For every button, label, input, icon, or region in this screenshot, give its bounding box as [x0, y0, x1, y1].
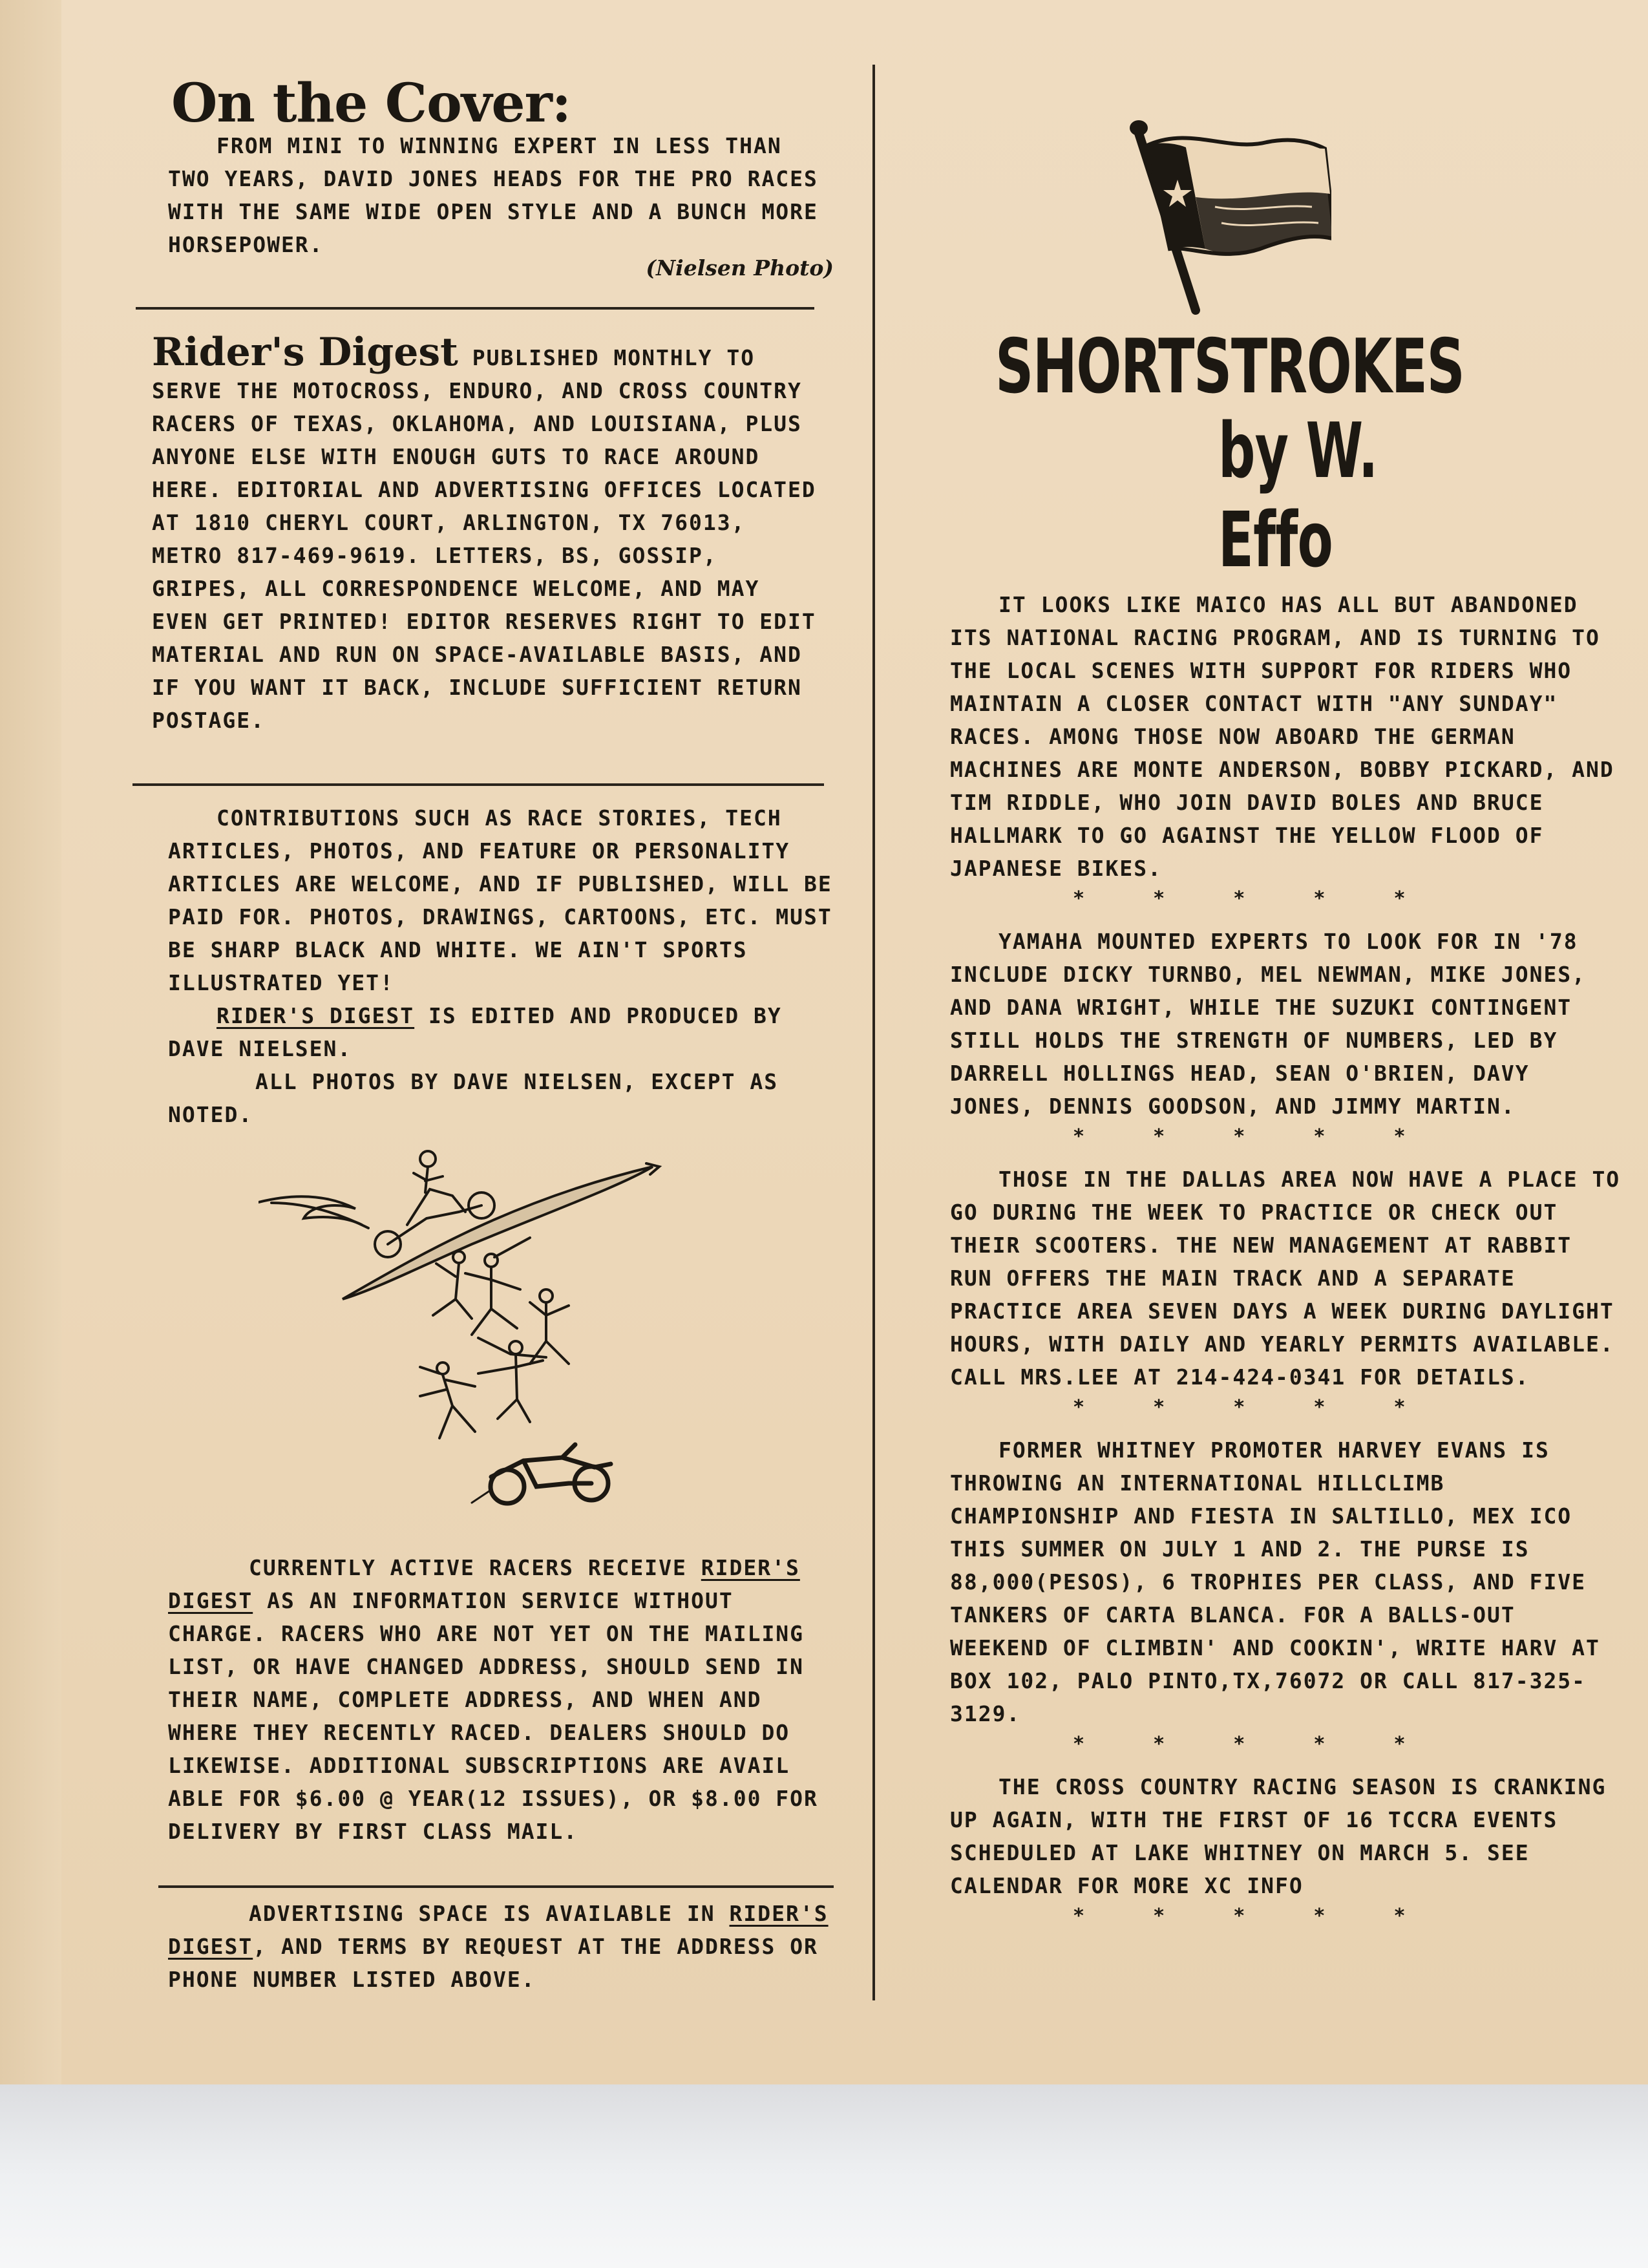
news-item: THOSE IN THE DALLAS AREA NOW HAVE A PLACE TO GO DURING THE WEEK TO PRACTICE OR CHECK OUT THEIR SCOOTERS. THE NEW MANAGEMENT AT RABBIT RUN OFFERS THE MAIN TRACK AND A SEPARATE PRACTICE AREA SEVEN DAYS A WEEK DURING DAYLIGHT HOURS, WITH DAILY AND YEARLY PERMITS AVAILABLE. CALL MRS.LEE AT 214-424-0341 FOR DETAILS. — [950, 1167, 1621, 1390]
advertising-intro: ADVERTISING SPACE IS AVAILABLE IN — [249, 1901, 715, 1926]
publication-name: RIDER'S DIGEST — [217, 1003, 415, 1028]
masthead-block — [152, 330, 824, 737]
photo-credit: (Nielsen Photo) — [646, 255, 834, 281]
publication-name: RIDER'S DIGEST — [168, 1555, 800, 1613]
editor-credit-text: IS EDITED AND PRODUCED BY DAVE NIELSEN. — [168, 1003, 782, 1061]
motorcycle-acrobat-illustration — [259, 1141, 685, 1535]
news-item: YAMAHA MOUNTED EXPERTS TO LOOK FOR IN '78 INCLUDE DICKY TURNBO, MEL NEWMAN, MIKE JONES, AND DANA WRIGHT, WHILE THE SUZUKI CONTINGENT STILL HOLDS THE STRENGTH OF NUMBERS, LED BY DARRELL HOLLINGS HEAD, SEAN O'BRIEN, DAVY JONES, DENNIS GOODSON, AND JIMMY MARTIN. — [950, 929, 1587, 1119]
separator-stars: * * * * * — [1073, 1125, 1406, 1148]
news-item: IT LOOKS LIKE MAICO HAS ALL BUT ABANDONED ITS NATIONAL RACING PROGRAM, AND IS TURNING TO THE LOCAL SCENES WITH SUPPORT FOR RIDERS WHO MAINTAIN A CLOSER CONTACT WITH "ANY SUNDAY" RACES. AMONG THOSE NOW ABOARD THE GERMAN MACHINES ARE MONTE ANDERSON, BOBBY PICKARD, AND TIM RIDDLE, WHO JOIN DAVID BOLES AND BRUCE HALLMARK TO GO AGAINST THE YELLOW FLOOD OF JAPANESE BIKES. — [950, 592, 1614, 881]
masthead-title: Rider's Digest — [152, 330, 458, 375]
subscriptions-block — [168, 1551, 834, 1848]
separator-stars: * * * * * — [1073, 1733, 1406, 1755]
texas-flag-illustration — [1118, 110, 1331, 330]
section-rule — [136, 307, 814, 310]
section-rule — [132, 783, 824, 786]
cover-description: FROM MINI TO WINNING EXPERT IN LESS THAN TWO YEARS, DAVID JONES HEADS FOR THE PRO RACES WITH THE SAME WIDE OPEN STYLE AND A BUNCH MORE HORSEPOWER. — [168, 133, 818, 257]
section-rule — [158, 1885, 834, 1888]
subscriptions-text: AS AN INFORMATION SERVICE WITHOUT CHARGE. RACERS WHO ARE NOT YET ON THE MAILING LIST, OR HAVE CHANGED ADDRESS, SHOULD SEND IN THEIR NAME, COMPLETE ADDRESS, AND WHEN AND WHERE THEY RECENTLY RACED. DEALERS SHOULD DO LIKEWISE. ADDITIONAL SUBSCRIPTIONS ARE AVAIL ABLE FOR $6.00 @ YEAR(12 ISSUES), OR $8.00 FOR DELIVERY BY FIRST CLASS MAIL. — [168, 1588, 818, 1844]
subscriptions-intro: CURRENTLY ACTIVE RACERS RECEIVE — [249, 1555, 687, 1580]
column-divider — [872, 65, 875, 2000]
news-item: THE CROSS COUNTRY RACING SEASON IS CRANKING UP AGAIN, WITH THE FIRST OF 16 TCCRA EVENTS SCHEDULED AT LAKE WHITNEY ON MARCH 5. SEE CALENDAR FOR MORE XC INFO — [950, 1774, 1607, 1898]
contributions-text: CONTRIBUTIONS SUCH AS RACE STORIES, TECH ARTICLES, PHOTOS, AND FEATURE OR PERSONALITY ARTICLES ARE WELCOME, AND IF PUBLISHED, WILL BE PAID FOR. PHOTOS, DRAWINGS, CARTOONS, ETC. MUST BE SHARP BLACK AND WHITE. WE AIN'T SPORTS ILLUSTRATED YET! — [168, 805, 832, 995]
paper-edge — [0, 0, 61, 2084]
advertising-text: , AND TERMS BY REQUEST AT THE ADDRESS OR PHONE NUMBER LISTED ABOVE. — [168, 1934, 818, 1992]
column-title: SHORTSTROKES — [995, 323, 1464, 410]
contributions-block — [168, 801, 834, 1131]
separator-stars: * * * * * — [1073, 1905, 1406, 1927]
column-items — [950, 588, 1622, 1942]
news-item: FORMER WHITNEY PROMOTER HARVEY EVANS IS THROWING AN INTERNATIONAL HILLCLIMB CHAMPIONSHIP AND FIESTA IN SALTILLO, MEX ICO THIS SUMMER ON JULY 1 AND 2. THE PURSE IS 88,000(PESOS), 6 TROPHIES PER CLASS, AND FIVE TANKERS OF CARTA BLANCA. FOR A BALLS-OUT WEEKEND OF CLIMBIN' AND COOKIN', WRITE HARV AT BOX 102, PALO PINTO,TX,76072 OR CALL 817-325-3129. — [950, 1437, 1600, 1726]
column-byline: by W. Effo — [1218, 406, 1378, 584]
separator-stars: * * * * * — [1073, 887, 1406, 910]
advertising-block — [168, 1897, 834, 1996]
masthead-text: PUBLISHED MONTHLY TO SERVE THE MOTOCROSS, ENDURO, AND CROSS COUNTRY RACERS OF TEXAS, OKLAHOMA, AND LOUISIANA, PLUS ANYONE ELSE WITH ENOUGH GUTS TO RACE AROUND HERE. EDITORIAL AND ADVERTISING OFFICES LOCATED AT 1810 CHERYL COURT, ARLINGTON, TX 76013, METRO 817-469-9619. LETTERS, BS, GOSSIP, GRIPES, ALL CORRESPONDENCE WELCOME, AND MAY EVEN GET PRINTED! EDITOR RESERVES RIGHT TO EDIT MATERIAL AND RUN ON SPACE-AVAILABLE BASIS, AND IF YOU WANT IT BACK, INCLUDE SUFFICIENT RETURN POSTAGE. — [152, 345, 816, 733]
publication-name: RIDER'S DIGEST — [168, 1901, 829, 1959]
cover-heading: On the Cover: — [171, 72, 571, 134]
photos-credit: ALL PHOTOS BY DAVE NIELSEN, EXCEPT AS NOTED. — [168, 1069, 779, 1127]
separator-stars: * * * * * — [1073, 1396, 1406, 1419]
editor-credit — [168, 999, 834, 1065]
scan-bottom-margin — [0, 2084, 1648, 2268]
